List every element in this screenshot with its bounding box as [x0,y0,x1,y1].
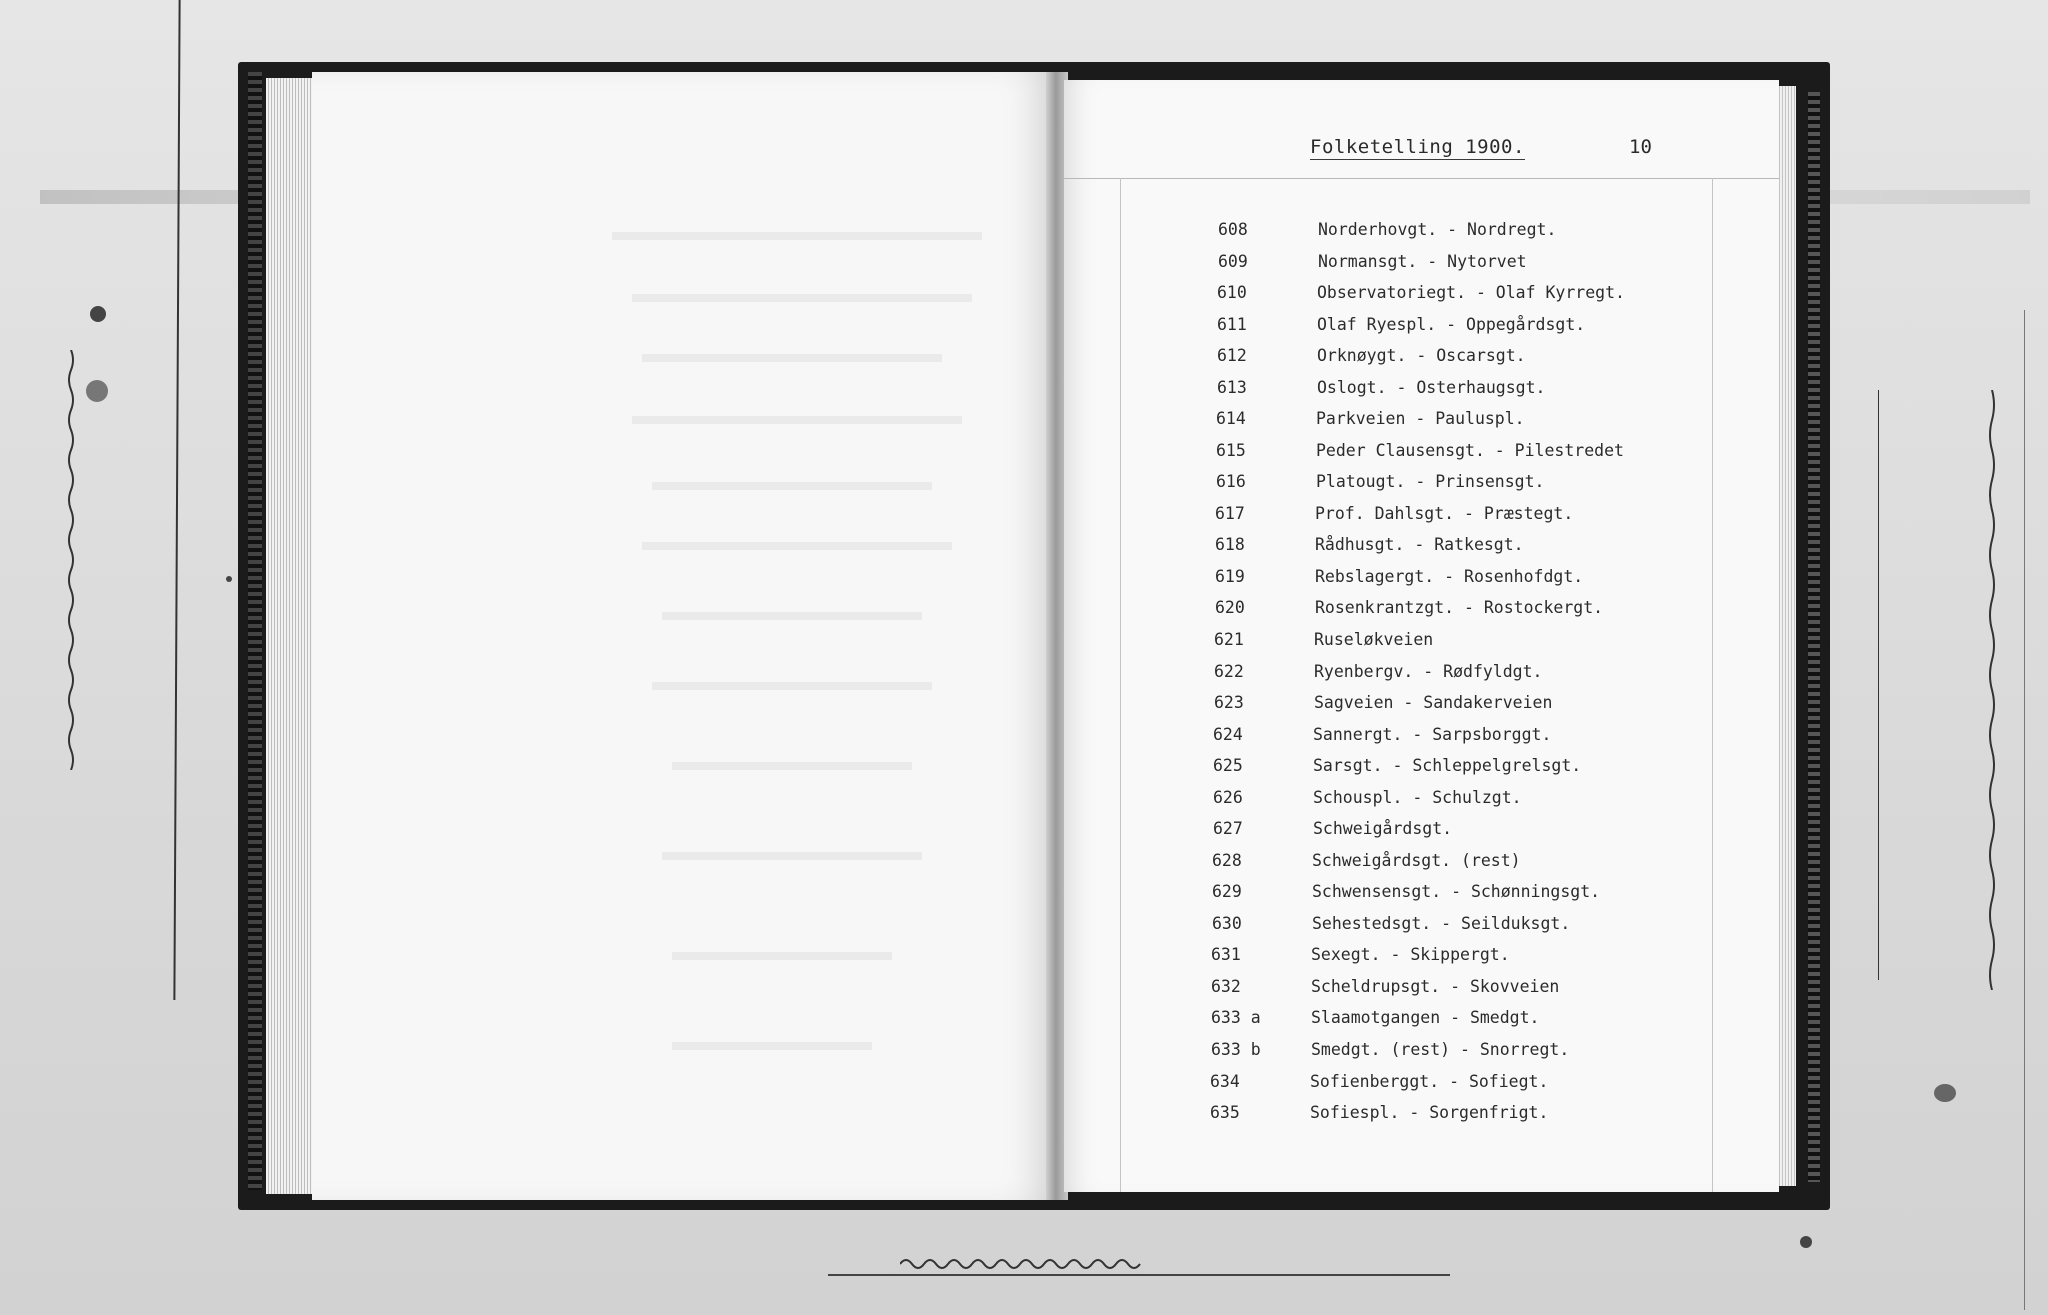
background-line-right [1878,390,1879,980]
show-through [632,416,962,424]
ink-spot [1800,1236,1812,1248]
entry-number: 621 [1214,630,1244,649]
entry-street-range: Sarsgt. - Schleppelgrelsgt. [1313,756,1582,776]
entry-street-range: Schouspl. - Schulzgt. [1313,787,1522,807]
entry-number: 632 [1211,976,1241,996]
entry-street-range: Ruseløkveien [1314,630,1434,649]
entry-number: 617 [1215,503,1245,523]
entry-number: 630 [1212,913,1242,933]
bottom-scribble [900,1250,1160,1274]
entry-street-range: Smedgt. (rest) - Snorregt. [1311,1039,1570,1059]
cover-spine-right [1808,92,1820,1182]
entry-street-range: Peder Clausensgt. - Pilestredet [1316,440,1624,460]
entry-street-range: Sexegt. - Skippergt. [1311,945,1510,965]
entry-street-range: Oslogt. - Osterhaugsgt. [1317,377,1546,397]
entry-street-range: Scheldrupsgt. - Skovveien [1311,976,1560,996]
entry-street-range: Orknøygt. - Oscarsgt. [1317,346,1526,366]
entry-number: 635 [1210,1103,1240,1122]
entry-street-range: Platougt. - Prinsensgt. [1316,472,1545,492]
show-through [612,232,982,240]
entry-street-range: Norderhovgt. - Nordregt. [1318,220,1557,239]
entry-street-range: Ryenbergv. - Rødfyldgt. [1314,661,1543,681]
open-ledger-book [238,62,1830,1210]
entry-number: 625 [1213,756,1243,776]
entry-number: 610 [1217,283,1247,303]
ink-spot [90,306,106,322]
entry-street-range: Sagveien - Sandakerveien [1314,693,1553,712]
entry-number: 629 [1212,882,1242,902]
entry-number: 613 [1217,377,1247,397]
entry-street-range: Schweigårdsgt. (rest) [1312,850,1521,870]
entry-street-range: Olaf Ryespl. - Oppegårdsgt. [1317,314,1586,334]
entry-street-range: Sofiespl. - Sorgenfrigt. [1310,1103,1549,1122]
entry-street-range: Sannergt. - Sarpsborggt. [1313,724,1552,744]
entry-number: 609 [1218,251,1248,271]
ink-spot [86,380,108,402]
show-through [652,682,932,690]
entry-number: 615 [1216,440,1246,460]
show-through [672,952,892,960]
entry-number: 620 [1215,598,1245,618]
show-through [652,482,932,490]
show-through [632,294,972,302]
entry-number: 631 [1211,945,1241,965]
entry-street-range: Schwensensgt. - Schønningsgt. [1312,882,1601,902]
entry-street-range: Sofienberggt. - Sofiegt. [1310,1071,1549,1091]
entry-number: 622 [1214,661,1244,681]
entry-street-range: Observatoriegt. - Olaf Kyrregt. [1317,283,1625,303]
entry-number: 626 [1213,787,1243,807]
entry-street-range: Parkveien - Pauluspl. [1316,409,1525,429]
ink-spot [1934,1084,1956,1102]
entry-number: 623 [1214,693,1244,712]
show-through [642,354,942,362]
left-page-stack [266,78,316,1194]
show-through [642,542,952,550]
show-through [672,1042,872,1050]
entry-street-range: Slaamotgangen - Smedgt. [1311,1008,1540,1028]
background-line-far-right [2024,310,2025,1310]
entry-number: 608 [1218,220,1248,239]
entry-number: 627 [1213,819,1243,839]
entry-number: 624 [1213,724,1243,744]
entry-street-range: Rådhusgt. - Ratkesgt. [1315,535,1524,555]
bottom-rule-line [828,1274,1450,1276]
left-page [312,72,1052,1200]
entry-street-range: Rebslagergt. - Rosenhofdgt. [1315,566,1584,586]
show-through [662,852,922,860]
right-margin-squiggle [1980,390,2010,990]
ink-spot [226,576,232,582]
entry-street-range: Normansgt. - Nytorvet [1318,251,1527,271]
document-title: Folketelling 1900. [1310,136,1525,158]
entry-number: 618 [1215,535,1245,555]
entry-street-range: Rosenkrantzgt. - Rostockergt. [1315,598,1604,618]
entry-number: 628 [1212,850,1242,870]
cover-spine-left [248,72,262,1190]
entry-number: 614 [1216,409,1246,429]
entry-number: 612 [1217,346,1247,366]
right-page [1064,80,1779,1192]
entry-number: 633 b [1211,1039,1261,1059]
entry-street-range: Sehestedsgt. - Seilduksgt. [1312,913,1571,933]
show-through [662,612,922,620]
show-through [672,762,912,770]
page-number: 10 [1629,136,1652,158]
entry-list [1064,80,1779,1192]
entry-street-range: Schweigårdsgt. [1313,819,1453,839]
entry-number: 616 [1216,472,1246,492]
entry-number: 611 [1217,314,1247,334]
entry-number: 619 [1215,566,1245,586]
entry-number: 633 a [1211,1008,1261,1028]
entry-number: 634 [1210,1071,1240,1091]
entry-street-range: Prof. Dahlsgt. - Præstegt. [1315,503,1574,523]
left-margin-squiggle [56,350,86,770]
